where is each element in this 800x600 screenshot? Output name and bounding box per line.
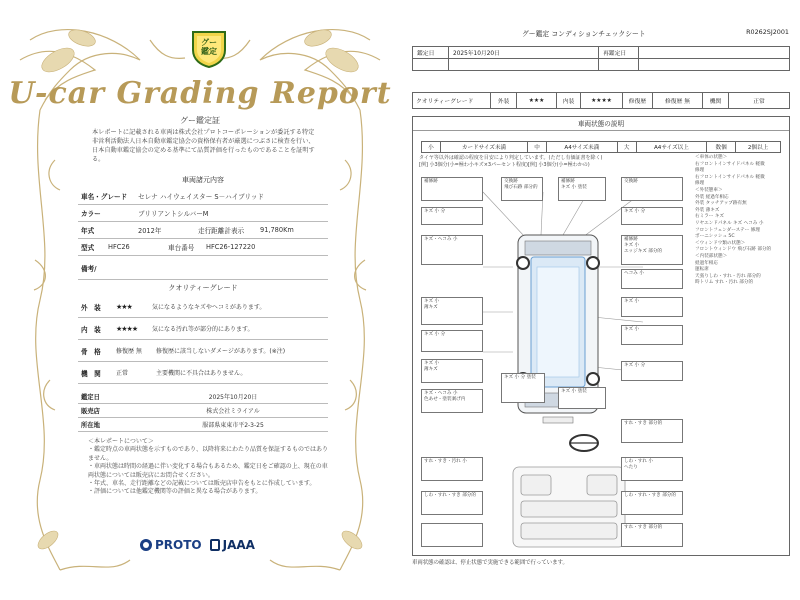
note-item: ・評価については他鑑定機関等の評価と異なる場合があります。 bbox=[88, 488, 262, 496]
remark-line: 外装 経過年相応 bbox=[695, 194, 729, 200]
info-row-dealer bbox=[78, 404, 328, 418]
damage-note-box: キズ 小 分 bbox=[621, 361, 683, 381]
report-notes bbox=[78, 438, 328, 497]
footer-logos bbox=[140, 538, 280, 552]
vehicle-color-row bbox=[78, 205, 328, 222]
damage-note-box: キズ 小 分 塗装 bbox=[501, 373, 545, 403]
exterior-label: 外装 bbox=[491, 93, 517, 109]
remark-line: 外装 薄キズ bbox=[695, 207, 720, 213]
vehicle-section-title: 車両諸元内容 bbox=[182, 176, 224, 184]
interior-value: ★★★★ bbox=[581, 93, 623, 109]
model-value: HFC26 bbox=[108, 243, 130, 251]
vehicle-year-value: 2012年 bbox=[138, 227, 162, 235]
damage-note-box bbox=[421, 523, 483, 547]
legend-cell: 小 bbox=[422, 142, 441, 153]
damage-note-box: キズ 小 塗装 bbox=[558, 387, 606, 409]
damage-note-box: しわ・すれ 小 へたり bbox=[621, 457, 683, 481]
grade-description: 修復歴に該当しないダメージがあります。(※注) bbox=[156, 348, 286, 355]
quality-grade-table bbox=[412, 92, 790, 109]
damage-note-box: しわ・すれ・すき 部分的 bbox=[621, 491, 683, 515]
redate-label: 再鑑定日 bbox=[599, 47, 639, 59]
info-label: 所在地 bbox=[81, 422, 100, 429]
report-intro: 本レポートに記載される車両は株式会社プロトコーポレーションが委託する特定非営利活動法人日本自動車鑑定協会の資格保有者が厳選につぶさに検査を行い、日本自動車鑑定協会の定める基準にて品質評価を行ったものであることを証明する。 bbox=[92, 129, 315, 163]
mileage-value: 91,780Km bbox=[260, 226, 294, 234]
grade-label: 機 関 bbox=[81, 369, 101, 378]
grade-row-frame bbox=[78, 340, 328, 362]
report-subtitle: グー鑑定証 bbox=[180, 116, 220, 125]
info-value: 2025年10月20日 bbox=[208, 394, 258, 401]
info-value: 株式会社ミライアル bbox=[206, 408, 260, 415]
check-footer-note: 車両状態の確認は、停止状態で実施できる範囲で行っています。 bbox=[412, 560, 568, 566]
remark-line: 修理 bbox=[695, 168, 705, 174]
grade-label: 外 装 bbox=[81, 303, 101, 312]
grade-row-engine bbox=[78, 362, 328, 384]
damage-note-box: ヘコみ 小 bbox=[621, 269, 683, 289]
report-title: U-car Grading Report bbox=[8, 76, 392, 111]
remark-line: 運転席 bbox=[695, 267, 709, 273]
remark-line: 外装 タッチアップ跡有無 bbox=[695, 201, 747, 207]
damage-note-box: キズ・ヘコみ 小 色あせ・塗装剥げ内 bbox=[421, 389, 483, 413]
legend-cell: 大 bbox=[617, 142, 636, 153]
grade-label: 内 装 bbox=[81, 325, 101, 334]
grade-stars: ★★★ bbox=[116, 302, 132, 311]
damage-note-box: しわ・すれ・すき 部分的 bbox=[421, 491, 483, 515]
frame-value: 修復歴 無 bbox=[653, 93, 703, 109]
proto-logo-text: PROTO bbox=[155, 538, 202, 552]
panel-title: 車両状態の説明 bbox=[413, 117, 789, 131]
damage-note-box: キズ 小 分 bbox=[421, 330, 483, 352]
legend-cell: 中 bbox=[528, 142, 547, 153]
damage-note-box: すれ・すき 部分的 bbox=[621, 523, 683, 547]
remark-line: ＜内装部状態＞ bbox=[695, 253, 728, 259]
vehicle-condition-panel bbox=[412, 116, 790, 556]
quality-section-title: クオリティーグレード bbox=[168, 284, 238, 292]
jaaa-logo bbox=[210, 538, 255, 552]
legend-cell: A4サイズ未満 bbox=[547, 142, 618, 153]
remark-line: 右フロントインサイドパネル 軽微 bbox=[695, 174, 765, 180]
badge-label: グー 鑑定 bbox=[201, 38, 217, 56]
grade-description: 気になる汚れ等が部分的にあります。 bbox=[152, 326, 254, 333]
blank-cell bbox=[639, 59, 790, 71]
blank-cell bbox=[413, 59, 449, 71]
grade-row-interior bbox=[78, 318, 328, 340]
remark-line: 経過年相応 bbox=[695, 260, 718, 266]
check-number: R0262SJ2001 bbox=[746, 28, 789, 36]
note-item: ・車両状態は時間の経過に伴い変化する場合もあるため、鑑定日をご確認の上、現在の車両状態については販売店にお問合せください。 bbox=[88, 463, 328, 479]
info-value: 服部県東東市平2-3-25 bbox=[202, 422, 264, 429]
remark-line: ＜車体の状態＞ bbox=[695, 155, 728, 160]
info-label: 鑑定日 bbox=[81, 394, 100, 401]
vehicle-model-row bbox=[78, 239, 328, 256]
remark-line: 修理 bbox=[695, 181, 705, 187]
damage-note-box: 交換跡 飛び石跡 部分的 bbox=[501, 177, 543, 201]
info-row-address bbox=[78, 418, 328, 432]
note-item: ・年式、車名、走行距離などの記載については販売店申告をもとに作成しています。 bbox=[88, 480, 316, 488]
vehicle-name-row bbox=[78, 188, 328, 205]
remark-line: ＜ウィンドウ類の状態＞ bbox=[695, 240, 746, 246]
legend-cell: A4サイズ以上 bbox=[636, 142, 707, 153]
damage-note-box: キズ・ヘコみ 小 bbox=[421, 235, 483, 265]
damage-note-box: キズ 小 bbox=[621, 325, 683, 345]
grade-level: 正常 bbox=[116, 370, 129, 377]
proto-logo-icon bbox=[140, 539, 152, 551]
damage-note-box: すれ・すき・汚れ 小 bbox=[421, 457, 483, 481]
date-label: 鑑定日 bbox=[413, 47, 449, 59]
frame-label: 修復歴 bbox=[623, 93, 653, 109]
damage-note-box: 補修跡 キズ 小 エッジキズ 部分的 bbox=[621, 235, 683, 265]
mileage-label: 走行距離計表示 bbox=[198, 227, 245, 235]
grade-description: 気になるようなキズやヘコミがあります。 bbox=[152, 304, 266, 311]
remark-line: 右ミラー キズ bbox=[695, 214, 724, 220]
check-header bbox=[412, 26, 800, 40]
grade-description: 主要機関に不具合はありません。 bbox=[156, 370, 247, 377]
date-value: 2025年10月20日 bbox=[449, 47, 599, 59]
damage-note-box: キズ 小 薄キズ bbox=[421, 297, 483, 325]
vehicle-name-value: セレナ ハイウェイスター S－ハイブリッド bbox=[138, 193, 265, 201]
note-item: ・鑑定時点の車両状態を示すものであり、以降将来にわたり品質を保証するものではありません。 bbox=[88, 446, 329, 462]
damage-note-box: キズ 小 bbox=[621, 297, 683, 317]
grade-level: 修復歴 無 bbox=[116, 348, 142, 355]
blank-cell bbox=[449, 59, 599, 71]
interior-seat-view bbox=[513, 467, 625, 547]
chassis-value: HFC26-127220 bbox=[206, 243, 256, 251]
blank-cell bbox=[599, 59, 639, 71]
steering-wheel-icon bbox=[570, 435, 598, 451]
damage-note-box: キズ 小 分 bbox=[621, 207, 683, 225]
grade-row-exterior bbox=[78, 296, 328, 318]
damage-note-box: 補修跡 bbox=[421, 177, 483, 201]
remark-line: ボーニシッシュ 5C bbox=[695, 234, 735, 240]
redate-value bbox=[639, 47, 790, 59]
quality-label: クオリティーグレード bbox=[413, 93, 491, 109]
proto-logo bbox=[140, 538, 202, 552]
chassis-label: 車台番号 bbox=[168, 244, 195, 252]
damage-note-box: 補修跡 キズ 小 塗装 bbox=[558, 177, 606, 201]
damage-note-box: 交換跡 bbox=[621, 177, 683, 201]
vehicle-color-label: カラー bbox=[81, 210, 101, 218]
vehicle-remarks-row bbox=[78, 256, 328, 280]
remarks-label: 備考/ bbox=[81, 264, 97, 273]
legend-cell: カードサイズ未満 bbox=[440, 142, 527, 153]
date-table bbox=[412, 46, 790, 71]
legend-note: タイヤ等以外は確認の程度を目安により判定しています。(ただし有価証書を除く) [例] 小3個分(小=極わ小キズ×3パーセント程度)[例] 小3個分(小=極わかの) bbox=[419, 155, 603, 168]
jaaa-logo-text: JAAA bbox=[222, 538, 255, 552]
vehicle-year-row bbox=[78, 222, 328, 239]
remark-line: 天張りしわ・すれ・汚れ 部分的 bbox=[695, 273, 761, 279]
vehicle-year-label: 年式 bbox=[81, 227, 95, 235]
remark-line: 時トリム すれ・汚れ 部分的 bbox=[695, 280, 754, 286]
legend-cell: 2個以上 bbox=[736, 142, 781, 153]
interior-label: 内装 bbox=[557, 93, 581, 109]
notes-title: ＜本レポートについて＞ bbox=[88, 438, 154, 445]
remark-line: フロントフェンダーステー 修理 bbox=[695, 227, 760, 233]
damage-note-box: キズ 小 薄キズ bbox=[421, 359, 483, 383]
vehicle-name-label: 車名・グレード bbox=[81, 193, 128, 201]
engine-value: 正常 bbox=[729, 93, 790, 109]
damage-note-box: キズ 小 分 bbox=[421, 207, 483, 225]
grade-label: 骨 格 bbox=[81, 347, 101, 356]
jaaa-logo-icon bbox=[210, 539, 220, 551]
remark-line: フロントウィンドウ 飛び石跡 部分的 bbox=[695, 247, 772, 253]
vehicle-color-value: ブリリアントシルバーM bbox=[138, 210, 209, 218]
model-label: 型式 bbox=[81, 244, 95, 252]
condition-check-sheet bbox=[412, 26, 800, 600]
vehicle-spec-sheet bbox=[78, 172, 328, 497]
info-row-date bbox=[78, 390, 328, 404]
remark-line: リヤエンドパネル キズ ヘコみ 小 bbox=[695, 220, 764, 226]
remark-line: ＜外装態車＞ bbox=[695, 187, 723, 193]
legend-cell: 数個 bbox=[707, 142, 736, 153]
grade-stars: ★★★★ bbox=[116, 324, 138, 333]
info-label: 販売店 bbox=[81, 408, 100, 415]
check-title: グー鑑定 コンディションチェックシート bbox=[522, 30, 646, 38]
remark-line: 右フロントインサイドパネル 軽微 bbox=[695, 161, 765, 167]
exterior-value: ★★★ bbox=[517, 93, 557, 109]
engine-label: 機関 bbox=[703, 93, 729, 109]
damage-note-box: すれ・すき 部分的 bbox=[621, 419, 683, 443]
